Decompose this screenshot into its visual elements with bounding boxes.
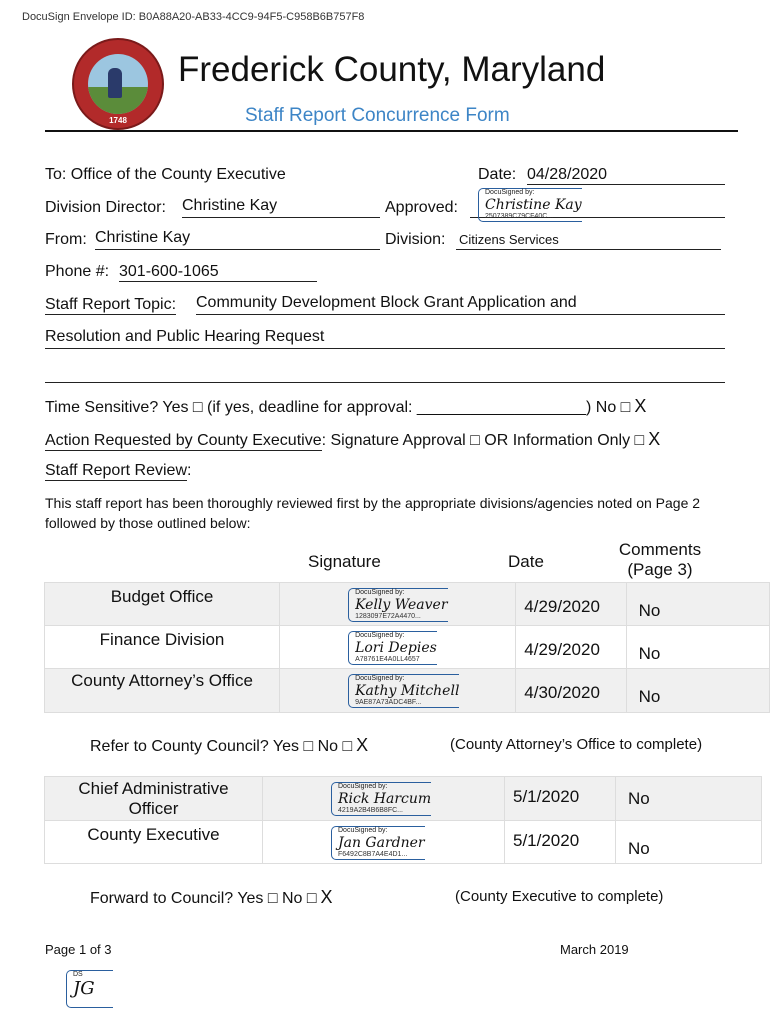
topic-field-line2[interactable]: Resolution and Public Hearing Request xyxy=(45,328,325,345)
refer-yes-check[interactable]: X xyxy=(356,735,369,755)
table-row xyxy=(45,777,762,821)
date-cell: 4/29/2020 xyxy=(516,583,626,626)
initials-stamp[interactable]: DS JG xyxy=(66,970,113,1008)
review-paragraph: This staff report has been thoroughly reviewed first by the appropriate divisions/agencies noted on Page 2 followed by those outlined below: xyxy=(45,495,701,531)
from-field[interactable]: Christine Kay xyxy=(95,229,191,246)
to-label: To: Office of the County Executive xyxy=(45,166,286,183)
page-title: Frederick County, Maryland xyxy=(178,50,606,89)
office-name: County Attorney’s Office xyxy=(45,669,280,713)
phone-label: Phone #: xyxy=(45,263,110,280)
form-subtitle: Staff Report Concurrence Form xyxy=(245,105,510,126)
date-field[interactable]: 04/28/2020 xyxy=(527,166,608,183)
comments-cell: No xyxy=(626,583,769,626)
comments-cell: No xyxy=(626,626,769,669)
header-date: Date xyxy=(508,552,544,571)
forward-yes-check[interactable]: X xyxy=(320,887,333,907)
form-revision-date: March 2019 xyxy=(560,942,629,957)
signature-approval-check[interactable]: X xyxy=(648,429,661,449)
date-label: Date: xyxy=(478,166,517,183)
county-seal-logo xyxy=(72,38,164,130)
topic-label: Staff Report Topic: xyxy=(45,296,177,313)
table-row xyxy=(45,821,762,864)
table-row xyxy=(45,626,770,669)
header-comments: Comments (Page 3) xyxy=(618,540,702,579)
office-name: County Executive xyxy=(45,821,263,864)
phone-field[interactable]: 301-600-1065 xyxy=(119,263,219,280)
signature: DocuSigned by: Rick Harcum 4219A2B4B6B8FC... xyxy=(331,782,431,816)
table-row xyxy=(45,583,770,626)
office-name: Chief Administrative Officer xyxy=(45,777,263,821)
time-sensitive-question[interactable]: Time Sensitive? Yes □ (if yes, deadline for approval: ___________________) No □ xyxy=(45,399,631,416)
office-name: Budget Office xyxy=(45,583,280,626)
approved-label: Approved: xyxy=(385,199,458,216)
date-cell: 4/30/2020 xyxy=(516,669,626,713)
action-options[interactable]: : Signature Approval □ OR Information Only □ xyxy=(321,432,645,449)
topic-field-line1[interactable]: Community Development Block Grant Application and xyxy=(196,294,577,311)
review-label: Staff Report Review xyxy=(45,462,187,479)
topic-field-line3[interactable] xyxy=(45,362,725,383)
office-name: Finance Division xyxy=(45,626,280,669)
date-cell: 4/29/2020 xyxy=(516,626,626,669)
division-director-field[interactable]: Christine Kay xyxy=(182,197,278,214)
comments-cell: No xyxy=(616,821,762,864)
refer-note: (County Attorney’s Office to complete) xyxy=(450,736,703,753)
approved-signature: DocuSigned by: Christine Kay 2507389C79CF40C... xyxy=(478,188,582,222)
signature: DocuSigned by: Kelly Weaver 1283097E72A4470... xyxy=(348,588,447,622)
comments-cell: No xyxy=(626,669,769,713)
document-page: DocuSign Envelope ID: B0A88A20-AB33-4CC9-94F5-C958B6B757F8 1748 Frederick County, Maryland Staff Report Concurrence Form To: Office of the County Executive Date: 04/28/2020 Division Director: Christine Kay Approved: DocuSigned by: Christine Kay 2507389C79CF40C... From: Christine Kay Division: Citizens Services Phone #: 301-600-1065 Staff Report Topic: Community Development Block Grant Application and Resolution and Public Hearing Request Time Sensitive? Yes □ (if yes, deadline for approval: ___________________) No □ X Action Requested by County Executive: Signature Approval □ OR Information Only □ X Staff Report Review: This staff report has been thoroughly reviewed first by the appropriate divisions/agencies noted on Page 2 followed by those outlined below: Signature Date Comments (Page 3) Budget Office DocuSigned by: Kelly Weaver 1283097E72A4470... 4/29/2020 No Finance Division DocuSigned by: Lori Depies A78761E4A0LL4657 4/29/2020 No County Attorney’s Office DocuSigned by: Kathy Mitchell 9AE87A73ADC4BF... 4/30/2020 No Refer to County Council? Yes □ No □ X (County Attorney’s Office to complete) Chief Administrative Officer DocuSigned by: Rick Harcum 4219A2B4B6B8FC... 5/1/2020 No County Executive DocuSigned by: Jan Gardner F6492C8B7A4E4D1... 5/1/2020 No Forward to Council? Yes □ No □ X (County Executive to complete) Page 1 of 3 March 2019 DS JG xyxy=(0,0,770,1024)
table-row xyxy=(45,669,770,713)
refer-to-council-question[interactable]: Refer to County Council? Yes □ No □ xyxy=(90,738,353,755)
page-number: Page 1 of 3 xyxy=(45,942,112,957)
executive-table xyxy=(44,776,762,864)
from-label: From: xyxy=(45,231,87,248)
division-field[interactable]: Citizens Services xyxy=(459,232,559,247)
review-table xyxy=(44,582,770,713)
comments-cell: No xyxy=(616,777,762,821)
forward-note: (County Executive to complete) xyxy=(455,888,664,905)
signature: DocuSigned by: Jan Gardner F6492C8B7A4E4D1... xyxy=(331,826,425,860)
date-cell: 5/1/2020 xyxy=(505,777,616,821)
date-cell: 5/1/2020 xyxy=(505,821,616,864)
signature: DocuSigned by: Lori Depies A78761E4A0LL4657 xyxy=(348,631,437,665)
seal-year: 1748 xyxy=(109,116,127,125)
forward-to-council-question[interactable]: Forward to Council? Yes □ No □ xyxy=(90,890,317,907)
header-signature: Signature xyxy=(308,552,381,571)
envelope-id: DocuSign Envelope ID: B0A88A20-AB33-4CC9-94F5-C958B6B757F8 xyxy=(22,11,365,23)
division-director-label: Division Director: xyxy=(45,199,166,216)
signature: DocuSigned by: Kathy Mitchell 9AE87A73ADC4BF... xyxy=(348,674,459,708)
action-label: Action Requested by County Executive xyxy=(45,432,322,449)
division-label: Division: xyxy=(385,231,446,248)
time-sensitive-no-check[interactable]: X xyxy=(634,396,647,416)
header-divider xyxy=(45,130,738,132)
